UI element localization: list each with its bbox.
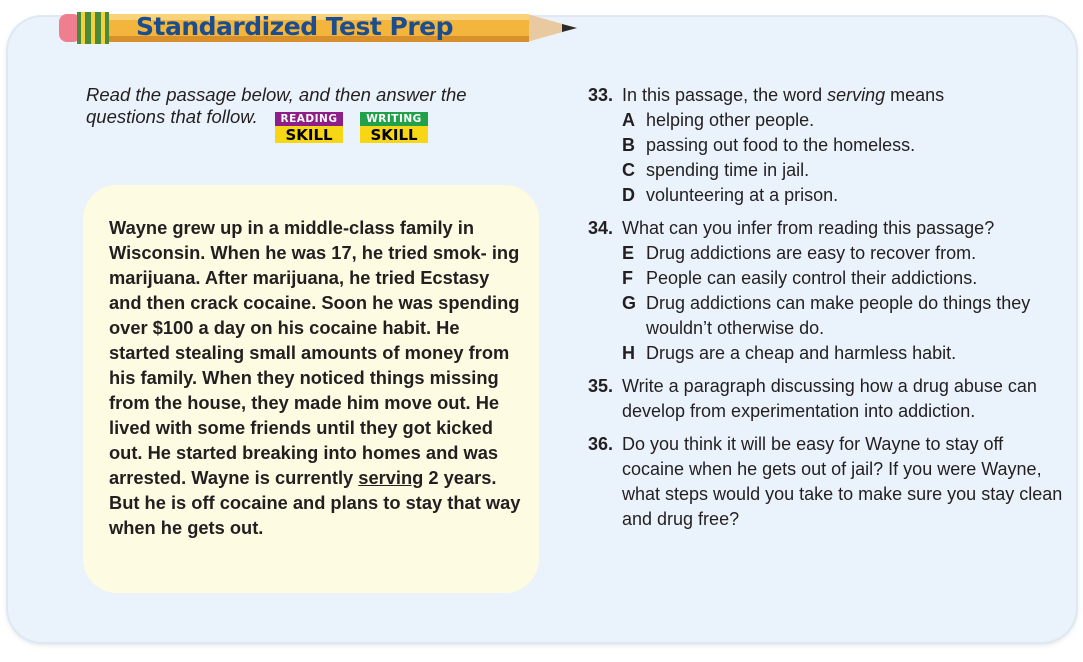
question-36 bbox=[588, 432, 1068, 532]
page-title: Standardized Test Prep bbox=[136, 12, 454, 41]
question-number: 34. bbox=[588, 218, 614, 238]
option-text: volunteering at a prison. bbox=[646, 185, 839, 205]
answer-option-a bbox=[622, 108, 1068, 133]
stem-text: In this passage, the word bbox=[622, 85, 828, 105]
option-letter: G bbox=[622, 293, 637, 313]
writing-badge-skill: SKILL bbox=[360, 126, 428, 143]
question-34 bbox=[588, 216, 1068, 366]
question-number: 36. bbox=[588, 434, 614, 454]
option-text: Drugs are a cheap and harmless habit. bbox=[646, 343, 957, 363]
question-list bbox=[588, 83, 1068, 540]
reading-badge-label: READING bbox=[275, 112, 343, 126]
option-letter: H bbox=[622, 343, 635, 363]
question-35 bbox=[588, 374, 1068, 424]
option-text: spending time in jail. bbox=[646, 160, 810, 180]
reading-passage bbox=[109, 215, 521, 540]
option-text: helping other people. bbox=[646, 110, 815, 130]
instructions: Read the passage below, and then answer the questions that follow. bbox=[86, 84, 467, 127]
writing-skill-badge bbox=[360, 112, 428, 144]
question-stem: Do you think it will be easy for Wayne to stay off cocaine when he gets out of jail? If you were Wayne, what steps would you take to make sure you stay clean and drug free? bbox=[622, 434, 1063, 529]
answer-option-e bbox=[622, 241, 1068, 266]
answer-option-h bbox=[622, 341, 1068, 366]
option-letter: D bbox=[622, 185, 635, 205]
option-text: People can easily control their addictions. bbox=[646, 268, 978, 288]
option-text: passing out food to the homeless. bbox=[646, 135, 916, 155]
question-33 bbox=[588, 83, 1068, 208]
reading-skill-badge bbox=[275, 112, 343, 144]
answer-option-c bbox=[622, 158, 1068, 183]
underlined-word: serving bbox=[358, 467, 424, 488]
option-letter: E bbox=[622, 243, 635, 263]
question-stem bbox=[622, 83, 1068, 108]
question-stem: What can you infer from reading this passage? bbox=[622, 218, 995, 238]
answer-option-b bbox=[622, 133, 1068, 158]
writing-badge-label: WRITING bbox=[360, 112, 428, 126]
option-letter: F bbox=[622, 268, 633, 288]
answer-option-g bbox=[622, 291, 1068, 341]
stem-text: means bbox=[885, 85, 945, 105]
reading-passage-box bbox=[83, 185, 539, 593]
option-text: Drug addictions are easy to recover from. bbox=[646, 243, 977, 263]
stem-italic-word: serving bbox=[827, 85, 886, 105]
question-stem: Write a paragraph discussing how a drug abuse can develop from experimentation into addiction. bbox=[622, 376, 1037, 421]
answer-option-f bbox=[622, 266, 1068, 291]
answer-option-d bbox=[622, 183, 1068, 208]
question-number: 35. bbox=[588, 376, 614, 396]
passage-text-after: 2 years. But he is off cocaine and plans to stay that way when he gets out. bbox=[109, 467, 521, 538]
option-letter: C bbox=[622, 160, 635, 180]
passage-text-before: Wayne grew up in a middle-class family in Wisconsin. When he was 17, he tried smok- ing marijuana. After marijuana, he tried Ecstasy and then crack cocaine. Soon he was spending over $100 a day on his cocaine habit. He started stealing small amounts of money from his family. When they noticed things missing from the house, they made him move out. He lived with some friends until they got kicked out. He started breaking into homes and was arrested. Wayne is currently bbox=[109, 217, 520, 488]
question-number: 33. bbox=[588, 85, 614, 105]
option-letter: B bbox=[622, 135, 635, 155]
option-text: Drug addictions can make people do things they wouldn’t otherwise do. bbox=[646, 293, 1031, 338]
option-letter: A bbox=[622, 110, 635, 130]
reading-badge-skill: SKILL bbox=[275, 126, 343, 143]
